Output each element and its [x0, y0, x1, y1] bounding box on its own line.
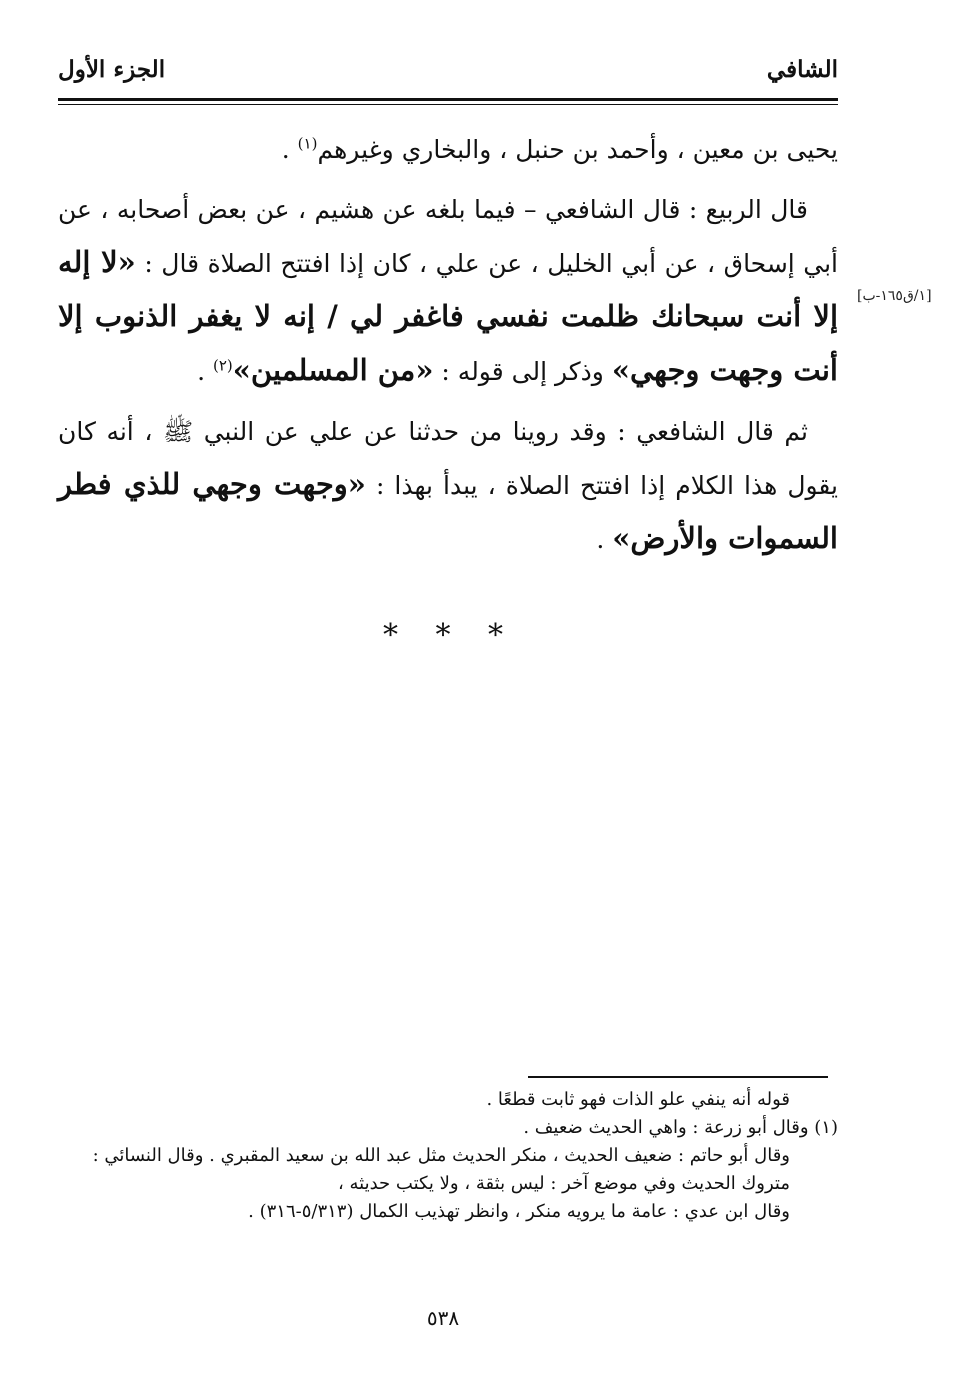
footnote-line: متروك الحديث وفي موضع آخر : ليس بثقة ، ولا يكتب حديثه ،	[337, 1173, 790, 1194]
paragraph-2-continuation: وذكر إلى قوله :	[433, 357, 612, 386]
paragraph-2-end: .	[197, 357, 213, 386]
main-text	[58, 124, 838, 574]
page-number: ٥٣٨	[426, 1306, 460, 1330]
volume-label: الجزء الأول	[58, 56, 166, 83]
footnote-rule	[528, 1076, 828, 1078]
footnote-line: قوله أنه ينفي علو الذات فهو ثابت قطعًا .	[486, 1089, 790, 1110]
footnote-line: وقال أبو حاتم : ضعيف الحديث ، منكر الحديث مثل عبد الله بن سعيد المقبري . وقال النسائي :	[92, 1145, 790, 1166]
quoted-phrase: «من المسلمين»	[232, 353, 434, 387]
section-separator: * * *	[382, 618, 518, 653]
running-header	[58, 56, 838, 96]
paragraph-2	[58, 184, 838, 398]
quoted-opening: «وجهت وجهي للذي فطر السموات والأرض»	[58, 467, 838, 555]
paragraph-3-text: ثم قال الشافعي : وقد روينا من حدثنا عن علي عن النبي ﷺ ، أنه كان يقول هذا الكلام إذا افتتح الصلاة ، يبدأ بهذا :	[58, 417, 838, 500]
paragraph-1	[58, 124, 838, 176]
header-rule-thin	[58, 104, 838, 105]
footnote-ref-2[interactable]: (٢)	[213, 356, 233, 375]
paragraph-1-text: يحيى بن معين ، وأحمد بن حنبل ، والبخاري وغيرهم	[317, 135, 838, 164]
manuscript-margin-note: [١/ق١٦٥-ب]	[857, 288, 932, 304]
paragraph-2-text: قال الربيع : قال الشافعي – فيما بلغه عن هشيم ، عن بعض أصحابه ، عن أبي إسحاق ، عن أبي الخليل ، عن علي ، كان إذا افتتح الصلاة قال :	[58, 195, 838, 278]
footnotes	[58, 1086, 838, 1226]
book-title: الشافي	[766, 56, 838, 83]
footnote-line: وقال ابن عدي : عامة ما يرويه منكر ، وانظر تهذيب الكمال (٥/٣١٣-٣١٦) .	[248, 1201, 790, 1222]
footnote-line: (١) وقال أبو زرعة : واهي الحديث ضعيف .	[523, 1117, 838, 1138]
footnote-ref-1[interactable]: (١)	[297, 134, 318, 153]
quoted-supplication: «لا إله إلا أنت سبحانك ظلمت نفسي فاغفر لي / إنه لا يغفر الذنوب إلا أنت وجهت وجهي»	[58, 245, 838, 387]
header-rule	[58, 98, 838, 101]
paragraph-3	[58, 406, 838, 566]
paragraph-1-end: .	[281, 135, 298, 164]
paragraph-3-end: .	[596, 525, 613, 554]
